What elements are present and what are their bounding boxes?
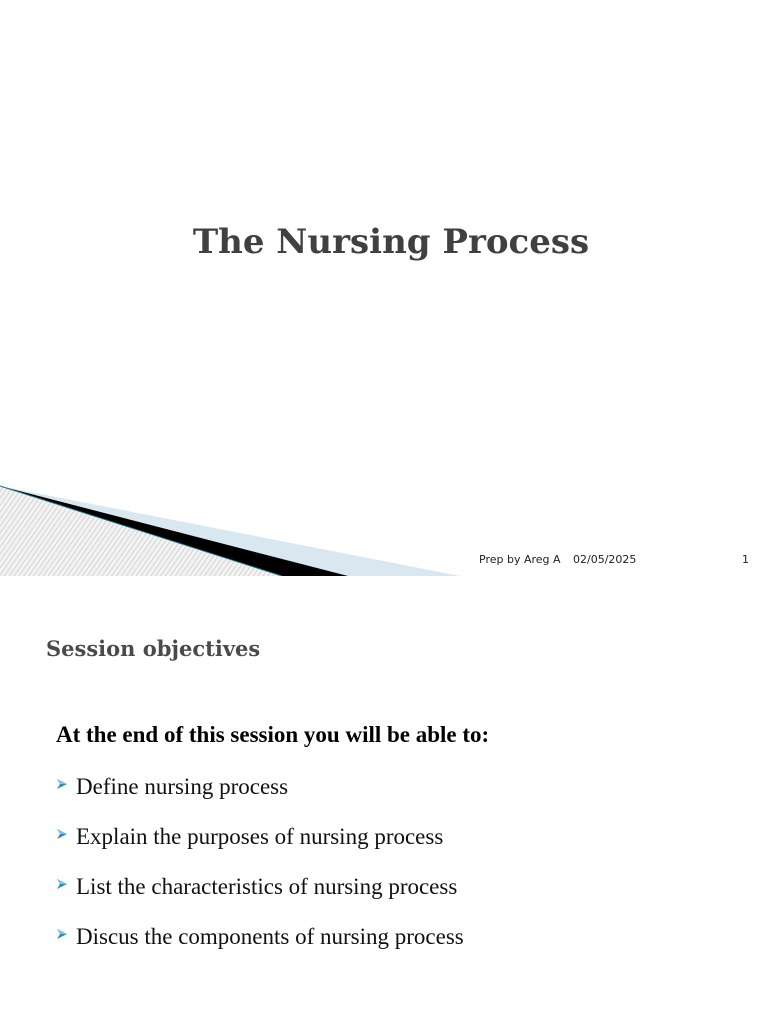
page-number: 1 xyxy=(742,553,749,566)
slide-title: The Nursing Process xyxy=(192,222,590,262)
objectives-lead: At the end of this session you will be able to: xyxy=(56,722,490,747)
objective-text: List the characteristics of nursing process xyxy=(76,874,458,899)
list-item xyxy=(56,772,464,822)
objective-text: Discus the components of nursing process xyxy=(76,924,464,949)
corner-decoration xyxy=(0,470,460,576)
objective-text: Define nursing process xyxy=(76,774,289,799)
section-heading: Session objectives xyxy=(46,636,261,661)
footer-author: Prep by Areg A xyxy=(479,553,561,566)
arrow-bullet-icon xyxy=(56,872,76,890)
objectives-slide xyxy=(0,576,768,1024)
list-item xyxy=(56,922,464,972)
arrow-bullet-icon xyxy=(56,822,76,840)
list-item xyxy=(56,872,464,922)
arrow-bullet-icon xyxy=(56,922,76,940)
footer-date: 02/05/2025 xyxy=(573,553,637,566)
list-item xyxy=(56,822,464,872)
objective-text: Explain the purposes of nursing process xyxy=(76,824,444,849)
arrow-bullet-icon xyxy=(56,772,76,790)
objectives-list xyxy=(56,772,464,972)
